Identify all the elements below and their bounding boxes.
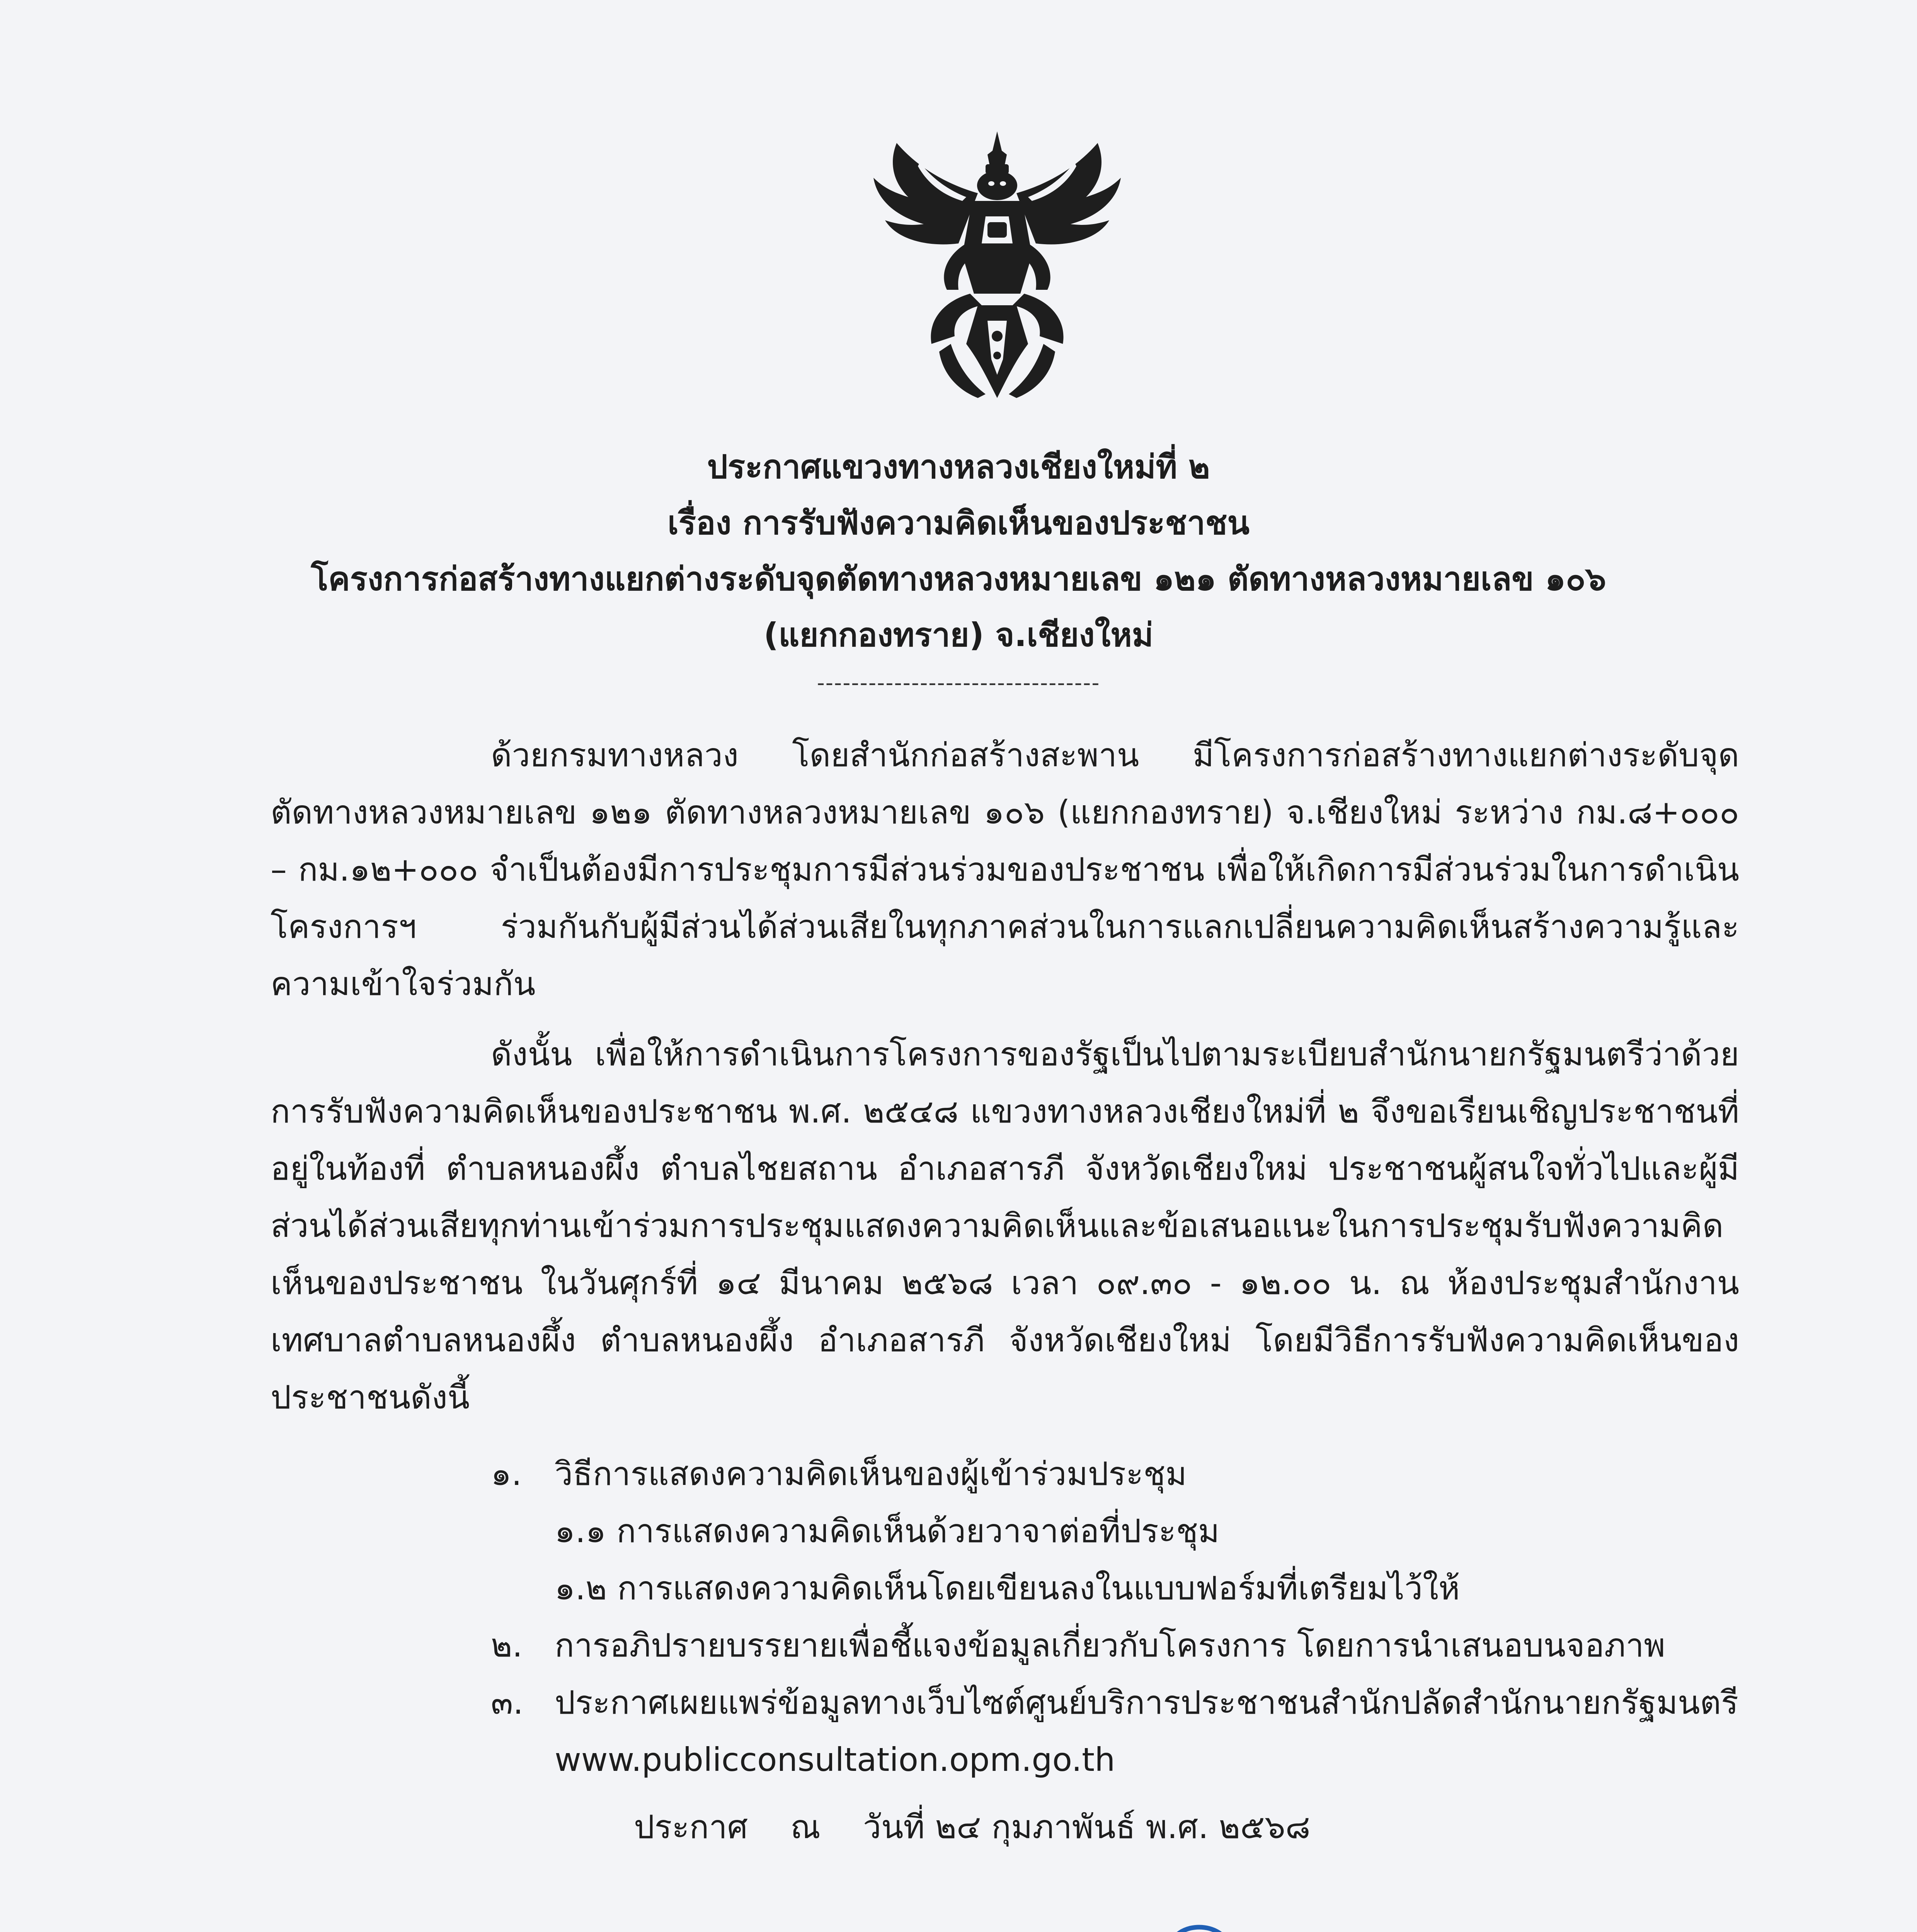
list-item — [491, 1674, 1739, 1731]
announcement-title: ประกาศแขวงทางหลวงเชียงใหม่ที่ ๒ — [707, 448, 1210, 486]
list-item — [491, 1445, 1739, 1502]
list-subitem — [491, 1502, 1739, 1560]
list-item-number: ๒. — [491, 1626, 523, 1664]
list-subitem — [491, 1560, 1739, 1617]
list-item-text: ประกาศเผยแพร่ข้อมูลทางเว็บไซต์ศูนย์บริการประชาชนสำนักปลัดสำนักนายกรัฐมนตรี — [555, 1684, 1739, 1721]
project-name-line2: (แยกกองทราย) จ.เชียงใหม่ — [763, 616, 1154, 654]
announcement-body — [271, 726, 1739, 1426]
list-item-number: ๓. — [491, 1684, 524, 1721]
body-paragraph-2: ดังนั้น เพื่อให้การดำเนินการโครงการของรัฐเป็นไปตามระเบียบสำนักนายกรัฐมนตรีว่าด้วยการรับฟังความคิดเห็นของประชาชน พ.ศ. ๒๕๔๘ แขวงทางหลวงเชียงใหม่ที่ ๒ จึงขอเรียนเชิญประชาชนที่อยู่ในท้องที่ ตำบลหนองผึ้ง ตำบลไชยสถาน อำเภอสารภี จังหวัดเชียงใหม่ ประชาชนผู้สนใจทั่วไปและผู้มีส่วนได้ส่วนเสียทุกท่านเข้าร่วมการประชุมแสดงความคิดเห็นและข้อเสนอแนะในการประชุมรับฟังความคิดเห็นของประชาชน ในวันศุกร์ที่ ๑๔ มีนาคม ๒๕๖๘ เวลา ๐๙.๓๐ - ๑๒.๐๐ น. ณ ห้องประชุมสำนักงานเทศบาลตำบลหนองผึ้ง ตำบลหนองผึ้ง อำเภอสารภี จังหวัดเชียงใหม่ โดยมีวิธีการรับฟังความคิดเห็นของประชาชนดังนี้ — [271, 1035, 1739, 1416]
list-subitem-text: ๑.๑ การแสดงความคิดเห็นด้วยวาจาต่อที่ประชุม — [555, 1512, 1220, 1550]
handwritten-signature-icon — [1144, 1913, 1345, 1932]
project-name-line1: โครงการก่อสร้างทางแยกต่างระดับจุดตัดทางหลวงหมายเลข ๑๒๑ ตัดทางหลวงหมายเลข ๑๐๖ — [311, 560, 1606, 598]
list-item-text: วิธีการแสดงความคิดเห็นของผู้เข้าร่วมประชุม — [555, 1455, 1187, 1493]
body-paragraph-1: ด้วยกรมทางหลวง โดยสำนักก่อสร้างสะพาน มีโครงการก่อสร้างทางแยกต่างระดับจุดตัดทางหลวงหมายเลข ๑๒๑ ตัดทางหลวงหมายเลข ๑๐๖ (แยกกองทราย) จ.เชียงใหม่ ระหว่าง กม.๘+๐๐๐ – กม.๑๒+๐๐๐ จำเป็นต้องมีการประชุมการมีส่วนร่วมของประชาชน เพื่อให้เกิดการมีส่วนร่วมในการดำเนินโครงการฯ ร่วมกันกับผู้มีส่วนได้ส่วนเสียในทุกภาคส่วนในการแลกเปลี่ยนความคิดเห็นสร้างความรู้และความเข้าใจร่วมกัน — [271, 736, 1739, 1003]
announcement-date-line — [634, 1801, 1353, 1852]
announce-at: ณ — [790, 1808, 821, 1846]
website-url: www.publicconsultation.opm.go.th — [555, 1741, 1115, 1779]
method-list — [491, 1445, 1739, 1788]
list-item-url-row — [491, 1731, 1739, 1788]
list-item — [491, 1617, 1739, 1674]
list-item-number: ๑. — [491, 1455, 522, 1493]
announce-date: วันที่ ๒๔ กุมภาพันธ์ พ.ศ. ๒๕๖๘ — [863, 1808, 1311, 1846]
list-item-text: การอภิปรายบรรยายเพื่อชี้แจงข้อมูลเกี่ยวกับโครงการ โดยการนำเสนอบนจอภาพ — [555, 1626, 1665, 1664]
list-subitem-text: ๑.๒ การแสดงความคิดเห็นโดยเขียนลงในแบบฟอร์มที่เตรียมไว้ให้ — [555, 1569, 1460, 1607]
header-divider: --------------------------------- — [817, 670, 1100, 696]
subject-line: เรื่อง การรับฟังความคิดเห็นของประชาชน — [667, 504, 1250, 542]
garuda-emblem-icon — [862, 128, 1132, 406]
announce-word: ประกาศ — [634, 1808, 748, 1846]
